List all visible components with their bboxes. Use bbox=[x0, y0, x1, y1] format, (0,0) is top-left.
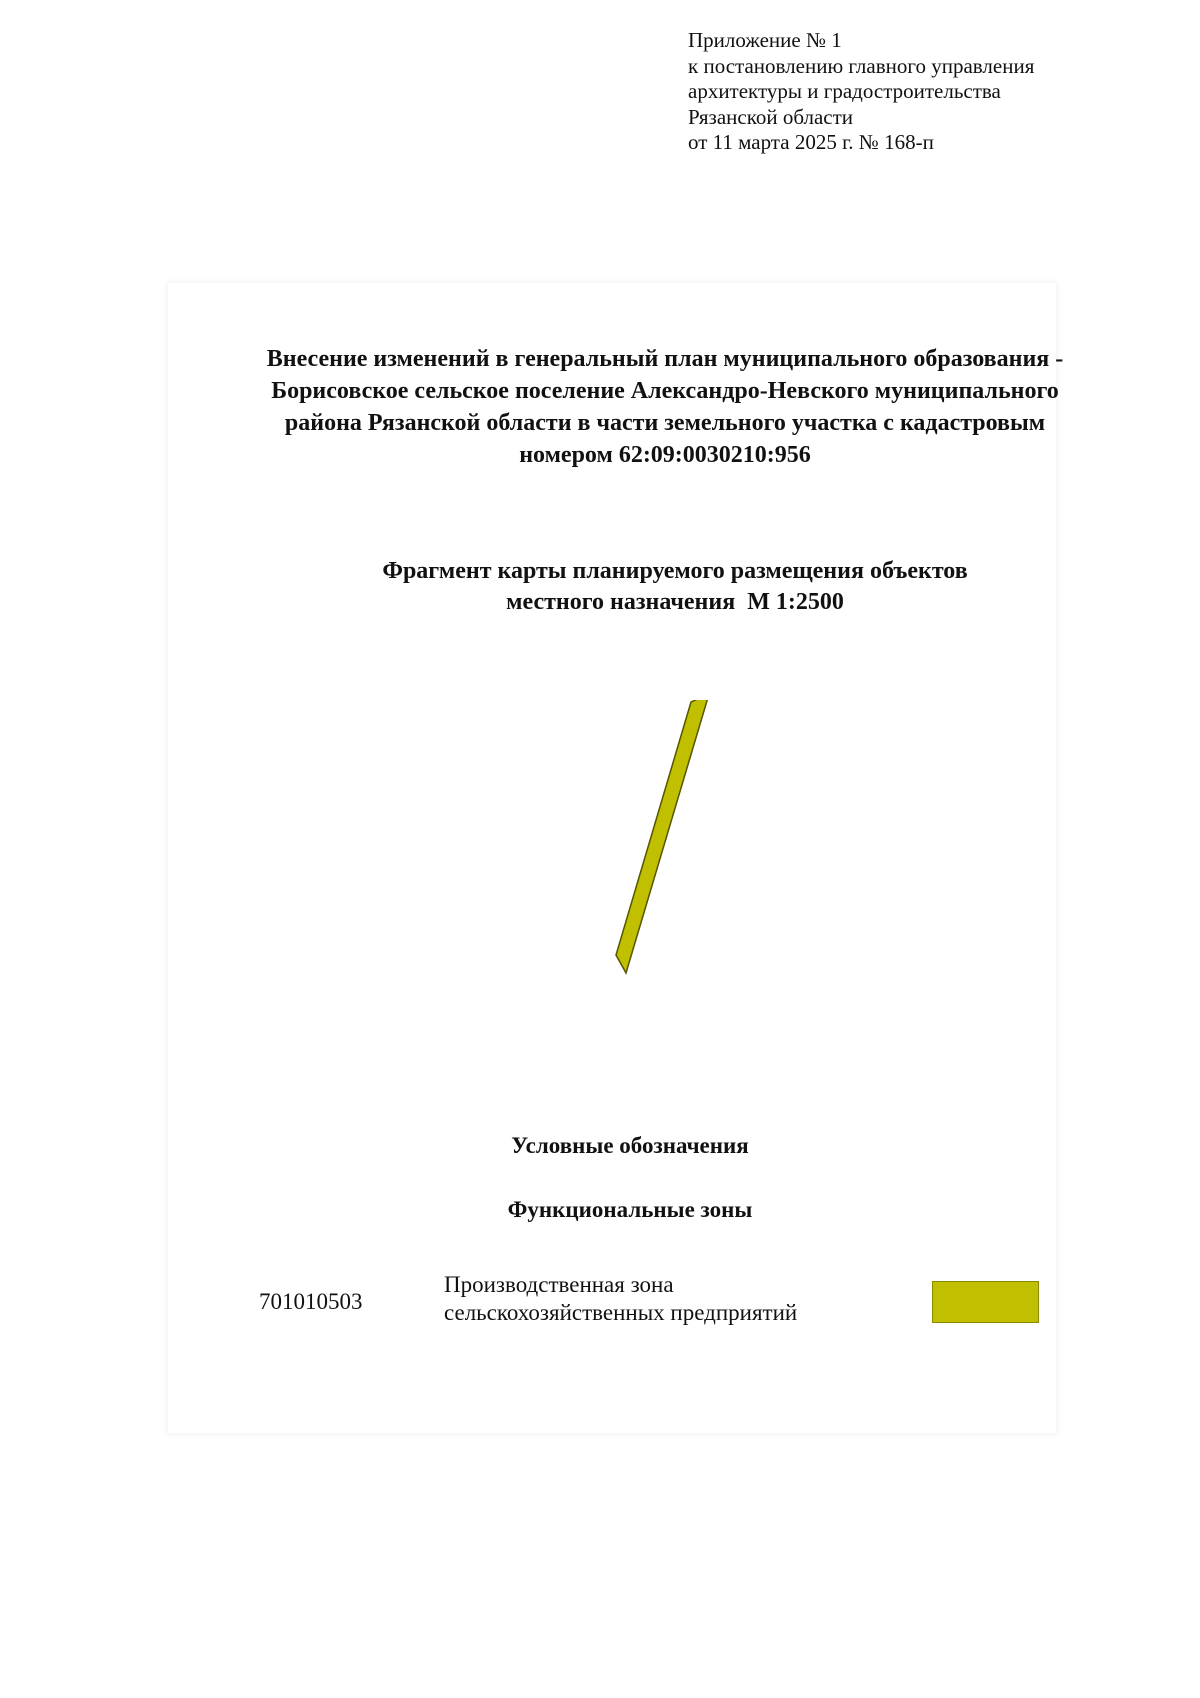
legend-subtitle: Функциональные зоны bbox=[507, 1197, 753, 1222]
map-fragment bbox=[560, 700, 740, 1000]
land-parcel bbox=[616, 700, 709, 973]
legend-title: Условные обозначения bbox=[511, 1133, 749, 1158]
map-title-line: Фрагмент карты планируемого размещения объектов bbox=[382, 558, 968, 584]
legend-item-description bbox=[444, 1271, 797, 1327]
annex-line: Приложение № 1 bbox=[688, 28, 842, 52]
document-title-line: номером 62:09:0030210:956 bbox=[519, 442, 811, 468]
legend-item-description-line: сельскохозяйственных предприятий bbox=[444, 1300, 798, 1325]
map-title-line: местного назначения М 1:2500 bbox=[506, 589, 844, 615]
document-title-line: района Рязанской области в части земельного участка с кадастровым bbox=[284, 410, 1046, 436]
legend-swatch bbox=[932, 1281, 1039, 1323]
legend-item-code: 701010503 bbox=[259, 1289, 363, 1314]
document-title-line: Внесение изменений в генеральный план муниципального образования - bbox=[266, 346, 1064, 372]
map-title bbox=[240, 556, 1110, 618]
legend-item-description-line: Производственная зона bbox=[444, 1272, 674, 1297]
document-title bbox=[160, 343, 1170, 471]
annex-line: от 11 марта 2025 г. № 168-п bbox=[688, 130, 934, 154]
annex-line: Рязанской области bbox=[688, 104, 854, 129]
annex-line: к постановлению главного управления bbox=[688, 53, 1035, 78]
annex-header bbox=[688, 28, 1034, 156]
annex-line: архитектуры и градостроительства bbox=[688, 79, 1001, 103]
document-title-line: Борисовское сельское поселение Александро-Невского муниципального bbox=[271, 378, 1059, 404]
